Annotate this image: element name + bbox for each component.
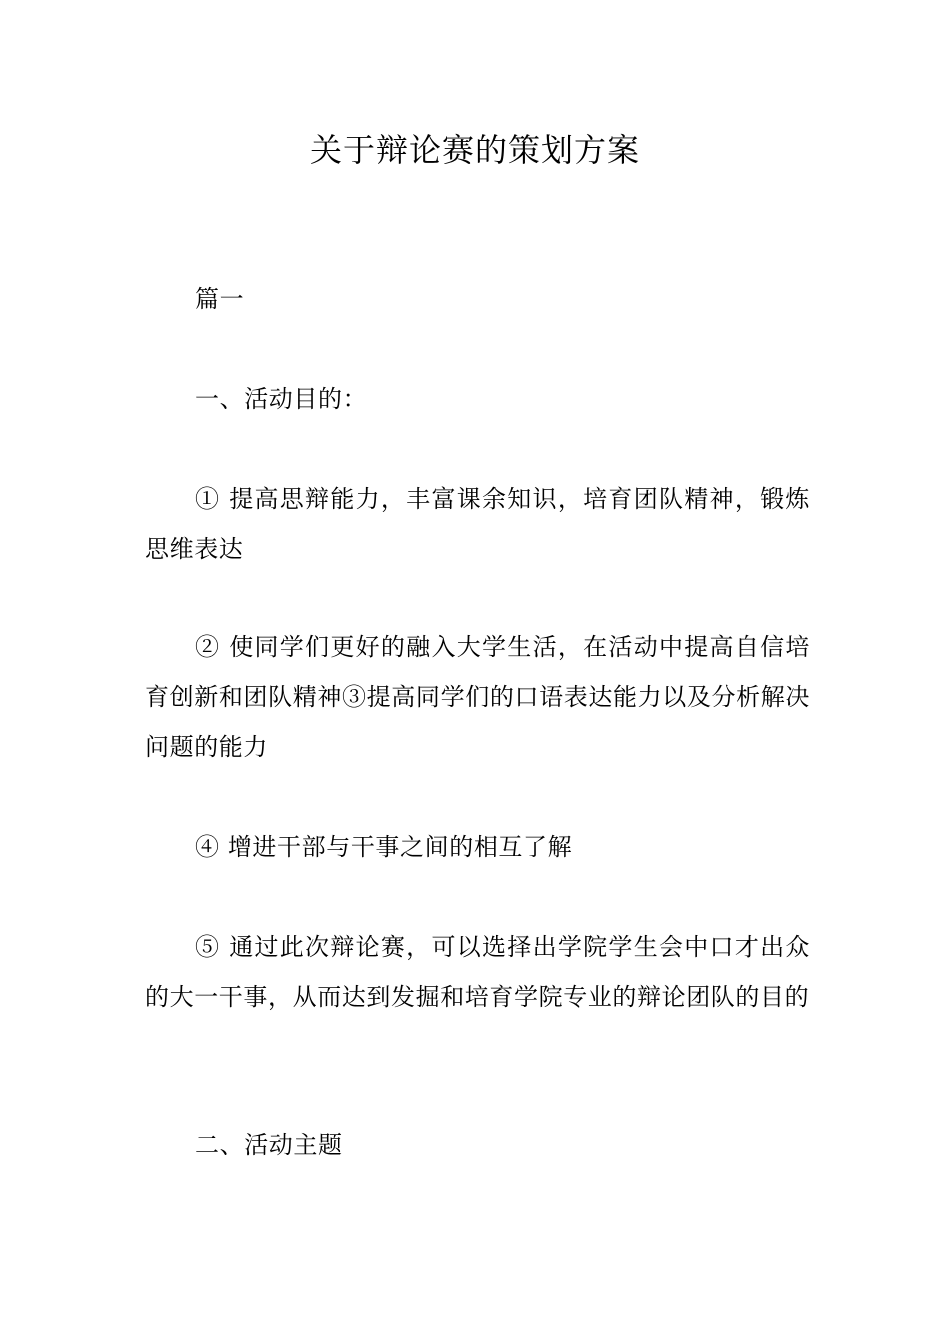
purpose-item-5: ⑤ 通过此次辩论赛，可以选择出学院学生会中口才出众的大一干事，从而达到发掘和培育学院专业的辩论团队的目的 — [145, 933, 810, 1011]
section-heading-theme: 二、活动主题 — [195, 1131, 343, 1159]
purpose-item-1: ① 提高思辩能力，丰富课余知识，培育团队精神，锻炼思维表达 — [145, 485, 810, 563]
document-title: 关于辩论赛的策划方案 — [309, 131, 640, 169]
purpose-item-2-3: ② 使同学们更好的融入大学生活，在活动中提高自信培育创新和团队精神③提高同学们的口语表达能力以及分析解决问题的能力 — [145, 633, 810, 761]
purpose-item-4: ④ 增进干部与干事之间的相互了解 — [195, 833, 573, 861]
section-heading-purpose: 一、活动目的： — [195, 385, 368, 413]
section-label: 篇一 — [195, 285, 245, 313]
